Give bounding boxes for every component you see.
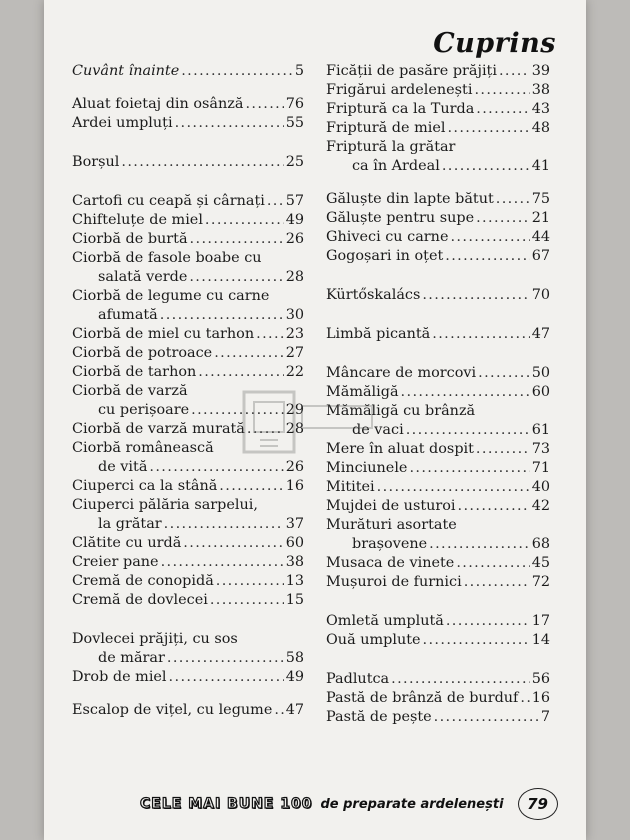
dot-leader [247, 420, 284, 439]
dot-leader [169, 668, 284, 687]
toc-entry [326, 612, 550, 631]
toc-entry-title: Escalop de vițel, cu legume [72, 702, 273, 718]
toc-entry-page: 27 [285, 345, 304, 361]
toc-entry [72, 62, 304, 81]
dot-leader [406, 421, 530, 440]
dot-leader [450, 228, 529, 247]
toc-entry-page: 42 [531, 498, 550, 514]
toc-entry-title: Cremă de dovlecei [72, 592, 208, 608]
toc-entry-page: 28 [285, 421, 304, 437]
dot-leader [445, 247, 529, 266]
toc-entry [326, 119, 550, 138]
toc-entry [72, 630, 304, 668]
toc-entry-page: 23 [285, 326, 304, 342]
section-gap [326, 650, 550, 670]
toc-entry-title: cu perișoare [98, 402, 190, 418]
toc-entry-title-line: Ciorbă de fasole boabe cu [72, 250, 262, 266]
toc-entry [326, 497, 550, 516]
toc-entry [72, 325, 304, 344]
section-gap [72, 81, 304, 95]
toc-entry [326, 478, 550, 497]
toc-entry-page: 60 [531, 384, 550, 400]
toc-entry-page: 47 [531, 326, 550, 342]
toc-entry-page: 39 [531, 63, 550, 79]
dot-leader [422, 286, 529, 305]
dot-leader [167, 649, 284, 668]
toc-entry [72, 287, 304, 325]
dot-leader [214, 344, 284, 363]
toc-entry [326, 459, 550, 478]
toc-entry-page: 61 [531, 422, 550, 438]
toc-entry [72, 114, 304, 133]
toc-entry-title: Cartofi cu ceapă și cârnați [72, 193, 265, 209]
toc-entry-title: Minciunele [326, 460, 408, 476]
toc-entry-page: 43 [531, 101, 550, 117]
toc-entry-page: 72 [531, 574, 550, 590]
toc-entry-title: Friptură de miel [326, 120, 446, 136]
toc-entry-title-line: Dovlecei prăjiți, cu sos [72, 631, 238, 647]
toc-entry-page: 44 [531, 229, 550, 245]
toc-entry-page: 55 [285, 115, 304, 131]
section-gap [326, 344, 550, 364]
toc-entry-title: Kürtőskalács [326, 287, 421, 303]
toc-entry-title: Omletă umplută [326, 613, 444, 629]
section-gap [72, 172, 304, 192]
section-gap [326, 176, 550, 190]
toc-entry-title: Ciorbă de potroace [72, 345, 213, 361]
toc-entry-page: 17 [531, 613, 550, 629]
toc-entry-title: Ciorbă de burtă [72, 231, 188, 247]
toc-entry-page: 30 [285, 307, 304, 323]
toc-entry-page: 68 [531, 536, 550, 552]
dot-leader [458, 497, 530, 516]
toc-entry-page: 50 [531, 365, 550, 381]
toc-entry-title: Mujdei de usturoi [326, 498, 456, 514]
toc-entry-page: 5 [294, 63, 304, 79]
toc-entry-title: Mămăligă [326, 384, 399, 400]
toc-entry [326, 573, 550, 592]
toc-entry-title: Borșul [72, 154, 120, 170]
toc-entry-page: 28 [285, 269, 304, 285]
toc-entry-title-line: Ciorbă de legume cu carne [72, 288, 270, 304]
dot-leader [181, 62, 293, 81]
toc-entry [72, 344, 304, 363]
toc-entry [326, 190, 550, 209]
dot-leader [175, 114, 284, 133]
dot-leader [198, 363, 283, 382]
toc-entry-title: Cremă de conopidă [72, 573, 214, 589]
toc-entry-page: 15 [285, 592, 304, 608]
toc-entry [72, 192, 304, 211]
toc-entry [326, 100, 550, 119]
toc-entry-page: 21 [531, 210, 550, 226]
toc-entry [326, 554, 550, 573]
dot-leader [191, 401, 284, 420]
dot-leader [409, 459, 529, 478]
toc-entry-page: 41 [531, 158, 550, 174]
toc-entry-page: 26 [285, 231, 304, 247]
dot-leader [164, 515, 284, 534]
dot-leader [189, 268, 283, 287]
toc-entry [72, 153, 304, 172]
dot-leader [190, 230, 284, 249]
toc-entry [72, 477, 304, 496]
dot-leader [274, 701, 283, 720]
toc-entry [326, 708, 550, 727]
toc-entry-page: 45 [531, 555, 550, 571]
toc-entry-title: Aluat foietaj din osânză [72, 96, 244, 112]
toc-entry-title: Găluște din lapte bătut [326, 191, 494, 207]
toc-entry-page: 38 [531, 82, 550, 98]
toc-entry-title: ca în Ardeal [352, 158, 440, 174]
dot-leader [245, 95, 283, 114]
toc-entry-title-line: Ciorbă de varză [72, 383, 188, 399]
toc-entry-title: brașovene [352, 536, 428, 552]
toc-entry [72, 95, 304, 114]
dot-leader [474, 81, 529, 100]
toc-entry-title: Pastă de brânză de burduf [326, 690, 519, 706]
dot-leader [423, 631, 530, 650]
toc-entry [326, 689, 550, 708]
toc-entry-page: 40 [531, 479, 550, 495]
toc-entry-title: Cuvânt înainte [72, 63, 180, 79]
toc-entry-page: 7 [540, 709, 550, 725]
toc-entry [326, 325, 550, 344]
toc-entry-page: 58 [285, 650, 304, 666]
toc-entry-title: Ciorbă de tarhon [72, 364, 197, 380]
dot-leader [149, 458, 283, 477]
section-gap [326, 592, 550, 612]
dot-leader [256, 325, 284, 344]
toc-entry [72, 230, 304, 249]
toc-entry-page: 13 [285, 573, 304, 589]
toc-entry [72, 249, 304, 287]
toc-entry-title: de vită [98, 459, 148, 475]
dot-leader [478, 364, 530, 383]
dot-leader [446, 612, 530, 631]
dot-leader [476, 209, 530, 228]
toc-entry-page: 47 [285, 702, 304, 718]
toc-entry [326, 670, 550, 689]
toc-entry [326, 402, 550, 440]
toc-entry [326, 286, 550, 305]
dot-leader [499, 62, 530, 81]
toc-entry [72, 420, 304, 439]
toc-entry [72, 572, 304, 591]
toc-entry-title: de vaci [352, 422, 404, 438]
toc-entry-title: Gogoșari in oțet [326, 248, 444, 264]
dot-leader [216, 572, 284, 591]
toc-entry-page: 49 [285, 669, 304, 685]
toc-entry [72, 496, 304, 534]
section-gap [326, 305, 550, 325]
toc-entry-title: Frigărui ardelenești [326, 82, 473, 98]
toc-entry [326, 209, 550, 228]
toc-entry-title: Mușuroi de furnici [326, 574, 462, 590]
toc-entry [72, 668, 304, 687]
toc-entry-page: 25 [285, 154, 304, 170]
toc-entry-page: 71 [531, 460, 550, 476]
toc-entry-title: Ciorbă de miel cu tarhon [72, 326, 255, 342]
toc-entry [326, 516, 550, 554]
toc-entry-title: Ciuperci ca la stână [72, 478, 218, 494]
toc-entry-title: de mărar [98, 650, 165, 666]
dot-leader [434, 708, 539, 727]
toc-entry-title: Musaca de vinete [326, 555, 455, 571]
dot-leader [520, 689, 529, 708]
dot-leader [456, 554, 529, 573]
toc-entry [72, 439, 304, 477]
footer-subtitle: de preparate ardelenești [320, 796, 504, 812]
page-footer [140, 788, 570, 820]
toc-entry-title: Drob de miel [72, 669, 167, 685]
toc-entry-title: Găluște pentru supe [326, 210, 475, 226]
toc-entry-title-line: Friptură la grătar [326, 139, 456, 155]
toc-entry [72, 553, 304, 572]
toc-entry-title: Clătite cu urdă [72, 535, 182, 551]
dot-leader [219, 477, 283, 496]
toc-entry-title-line: Ciorbă românească [72, 440, 214, 456]
toc-entry-page: 49 [285, 212, 304, 228]
toc-entry-title-line: Ciuperci pălăria sarpelui, [72, 497, 258, 513]
section-gap [72, 133, 304, 153]
toc-entry-title: Ciorbă de varză murată [72, 421, 245, 437]
section-gap [72, 610, 304, 630]
toc-entry-page: 76 [285, 96, 304, 112]
toc-entry [72, 591, 304, 610]
toc-entry-title: Pastă de pește [326, 709, 432, 725]
toc-entry-page: 38 [285, 554, 304, 570]
page-title: Cuprins [433, 28, 556, 59]
dot-leader [183, 534, 283, 553]
toc-entry-page: 73 [531, 441, 550, 457]
toc-entry-title: Ghiveci cu carne [326, 229, 449, 245]
dot-leader [476, 440, 530, 459]
toc-entry-page: 56 [531, 671, 550, 687]
toc-right-column [326, 62, 550, 727]
toc-entry-page: 29 [285, 402, 304, 418]
book-page [44, 0, 586, 840]
dot-leader [210, 591, 284, 610]
toc-entry-page: 37 [285, 516, 304, 532]
toc-entry [72, 382, 304, 420]
toc-entry-page: 57 [285, 193, 304, 209]
toc-entry-title: Ardei umpluți [72, 115, 173, 131]
toc-entry-title: Ficății de pasăre prăjiți [326, 63, 497, 79]
toc-entry-title: Ouă umplute [326, 632, 421, 648]
dot-leader [442, 157, 530, 176]
toc-entry-page: 67 [531, 248, 550, 264]
toc-entry-page: 16 [285, 478, 304, 494]
toc-entry-page: 22 [285, 364, 304, 380]
toc-entry-title: Mere în aluat dospit [326, 441, 474, 457]
toc-entry-page: 60 [285, 535, 304, 551]
dot-leader [429, 535, 530, 554]
toc-entry [326, 247, 550, 266]
toc-entry [326, 62, 550, 81]
dot-leader [377, 478, 530, 497]
toc-entry [326, 631, 550, 650]
toc-entry [326, 228, 550, 247]
dot-leader [476, 100, 529, 119]
toc-left-column [72, 62, 304, 720]
footer-brand: CELE MAI BUNE 100 [140, 796, 313, 812]
section-gap [72, 687, 304, 701]
toc-entry-title: afumată [98, 307, 158, 323]
toc-entry [72, 701, 304, 720]
dot-leader [160, 306, 284, 325]
toc-entry [326, 364, 550, 383]
toc-entry [326, 440, 550, 459]
toc-entry-title: Chifteluțe de miel [72, 212, 203, 228]
dot-leader [205, 211, 284, 230]
dot-leader [161, 553, 284, 572]
toc-entry-page: 26 [285, 459, 304, 475]
toc-entry-title: Limbă picantă [326, 326, 431, 342]
dot-leader [401, 383, 530, 402]
dot-leader [391, 670, 530, 689]
toc-entry-page: 48 [531, 120, 550, 136]
toc-entry [72, 363, 304, 382]
toc-entry-title: salată verde [98, 269, 188, 285]
toc-entry-page: 16 [531, 690, 550, 706]
toc-entry [326, 383, 550, 402]
toc-entry [326, 81, 550, 100]
toc-entry [326, 138, 550, 176]
dot-leader [121, 153, 283, 172]
toc-entry-title: Mâncare de morcovi [326, 365, 477, 381]
toc-entry-title: Padlutca [326, 671, 390, 687]
section-gap [326, 266, 550, 286]
page-number: 79 [518, 788, 558, 820]
toc-entry [72, 211, 304, 230]
toc-entry [72, 534, 304, 553]
toc-entry-title: la grătar [98, 516, 162, 532]
toc-entry-page: 70 [531, 287, 550, 303]
toc-entry-title-line: Mămăligă cu brânză [326, 403, 476, 419]
toc-entry-page: 14 [531, 632, 550, 648]
dot-leader [464, 573, 530, 592]
toc-entry-title: Mititei [326, 479, 375, 495]
dot-leader [496, 190, 530, 209]
dot-leader [432, 325, 529, 344]
toc-entry-title-line: Murături asortate [326, 517, 457, 533]
toc-entry-page: 75 [531, 191, 550, 207]
toc-entry-title: Creier pane [72, 554, 159, 570]
toc-entry-title: Friptură ca la Turda [326, 101, 475, 117]
dot-leader [267, 192, 284, 211]
dot-leader [447, 119, 529, 138]
